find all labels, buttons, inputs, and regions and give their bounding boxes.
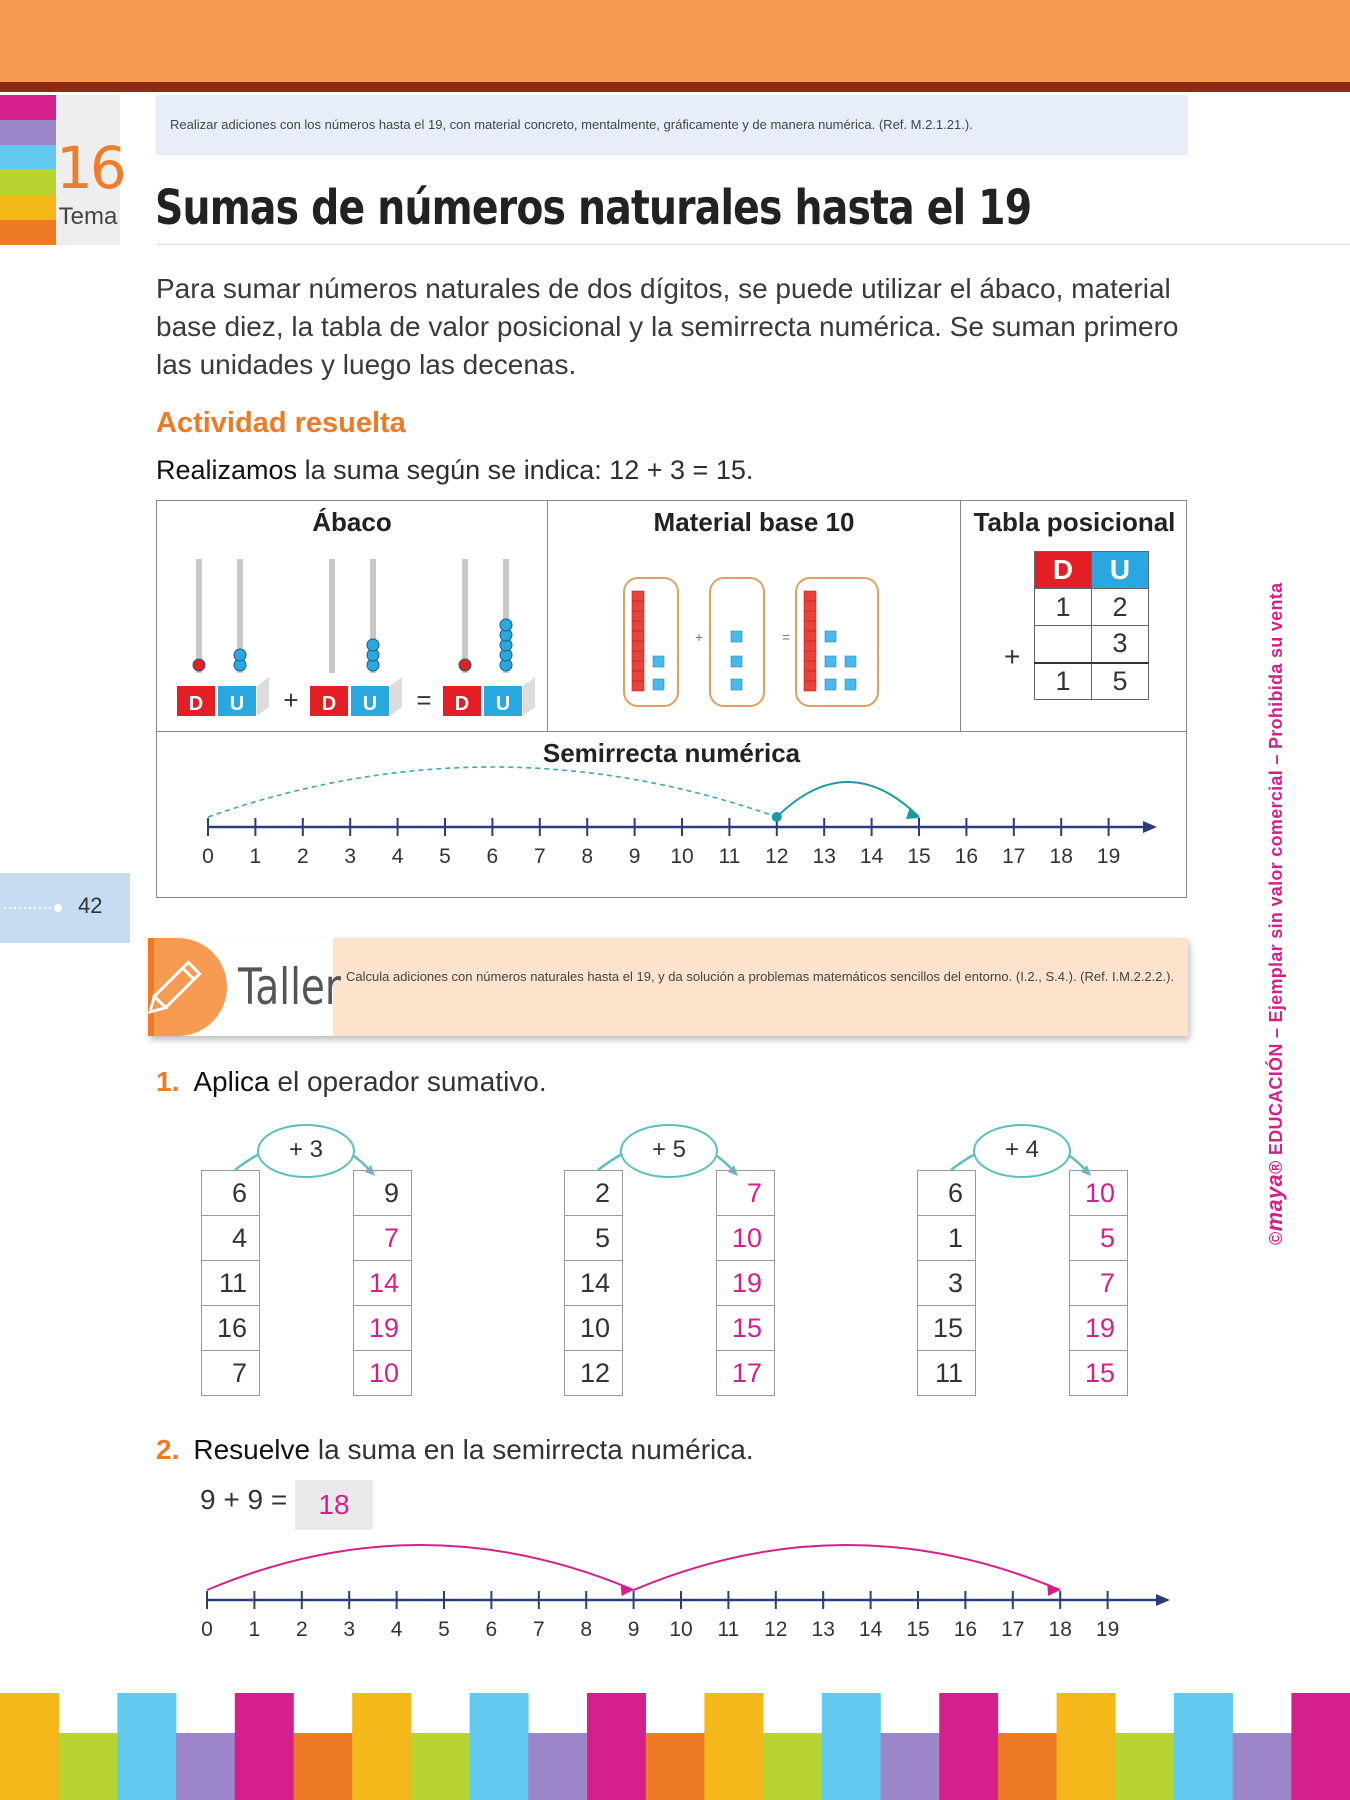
abacus-label: D [454, 693, 470, 715]
input-value: 1 [918, 1216, 976, 1261]
unit-cube [653, 656, 664, 667]
ten-rod-segment [632, 671, 644, 681]
taller-label-area [148, 938, 341, 1036]
number-line-label: 8 [581, 845, 594, 868]
number-line-label: 1 [248, 1618, 261, 1641]
number-line-exercise [0, 1530, 1200, 1660]
output-value: 19 [354, 1306, 412, 1351]
number-line-label: 10 [669, 1618, 693, 1641]
output-column [716, 1170, 775, 1396]
input-value: 5 [565, 1216, 623, 1261]
ten-rod-segment [804, 661, 816, 671]
unit-cube [731, 656, 742, 667]
abacus-rod [329, 559, 335, 673]
operator-oval: + 3 [257, 1124, 355, 1178]
abacus-bead [367, 639, 379, 651]
exercise-2-rest: la suma en la semirrecta numérica. [310, 1434, 754, 1465]
output-value: 7 [354, 1216, 412, 1261]
number-line-label: 18 [1049, 845, 1073, 868]
number-line-label: 18 [1048, 1618, 1072, 1641]
band-block [235, 1693, 294, 1800]
table-cell-value: 2 [1092, 589, 1149, 626]
number-line-label: 15 [907, 845, 931, 868]
output-value: 17 [717, 1351, 775, 1396]
number-line-label: 3 [344, 845, 357, 868]
ten-rod-segment [632, 681, 644, 691]
abacus-base-side [523, 677, 535, 716]
ten-rod-segment [632, 591, 644, 601]
number-line-label: 2 [295, 1618, 308, 1641]
output-value: 9 [354, 1171, 412, 1216]
band-block [1174, 1693, 1233, 1800]
input-column [564, 1170, 623, 1396]
output-value: 19 [1070, 1306, 1128, 1351]
copyright-text: ® EDUCACIÓN – Ejemplar sin valor comercial – Prohibida su venta [1266, 582, 1286, 1174]
unit-cube [653, 679, 664, 690]
number-line-label: 4 [391, 845, 404, 868]
band-block [763, 1733, 822, 1800]
solved-activity-box [156, 500, 1187, 898]
semirrecta-title: Semirrecta numérica [542, 738, 801, 768]
input-column [917, 1170, 976, 1396]
abacus-bead [234, 649, 246, 661]
positional-table [1034, 551, 1149, 700]
taller-description: Calcula adiciones con números naturales hasta el 19, y da solución a problemas matemáticos sencillos del entorno. (I.2., S.4.). (Ref. I.M.2.2.2.). [346, 969, 1175, 984]
copyright-notice [1262, 545, 1288, 1245]
dotted-leader [0, 873, 70, 943]
band-block [470, 1693, 529, 1800]
ten-rod-segment [632, 621, 644, 631]
unit-cube [845, 656, 856, 667]
ten-rod-segment [804, 641, 816, 651]
activity-rest: la suma según se indica: 12 + 3 = 15. [297, 455, 754, 485]
exercise-2-verb: Resuelve [193, 1434, 311, 1465]
ten-rod-segment [804, 591, 816, 601]
semirrecta-cell [157, 731, 1186, 897]
abacus-rod [462, 559, 468, 673]
band-block [1233, 1733, 1292, 1800]
number-line-label: 12 [764, 1618, 788, 1641]
abacus-rod [196, 559, 202, 673]
number-line-label: 7 [533, 845, 546, 868]
tema-badge [56, 95, 124, 245]
table-cell-value [1035, 626, 1092, 663]
number-line-label: 14 [858, 1618, 883, 1641]
table-title: Tabla posicional [973, 507, 1176, 537]
output-value: 10 [1070, 1171, 1128, 1216]
band-block [646, 1733, 705, 1800]
number-line-label: 7 [532, 1618, 545, 1641]
input-value: 14 [565, 1261, 623, 1306]
ten-rod-segment [632, 661, 644, 671]
table-plus-sign: + [1004, 641, 1021, 672]
jump-arc [634, 1545, 1061, 1590]
abacus-label: D [188, 693, 204, 715]
band-block [528, 1733, 587, 1800]
taller-word: Taller [238, 958, 341, 1016]
tema-label: Tema [58, 203, 118, 230]
exercise-1-number: 1. [156, 1066, 180, 1097]
abaco-cell [157, 501, 548, 731]
output-column [1069, 1170, 1128, 1396]
output-value: 19 [717, 1261, 775, 1306]
number-line-label: 11 [717, 1618, 740, 1641]
number-line-label: 8 [580, 1618, 593, 1641]
ten-rod-segment [804, 621, 816, 631]
number-line-arrowhead [1156, 1594, 1170, 1606]
number-line-label: 19 [1095, 1618, 1120, 1641]
number-line-label: 16 [953, 1618, 978, 1641]
base10-illustration [548, 501, 961, 731]
ten-rod-segment [632, 631, 644, 641]
number-line-label: 6 [485, 1618, 498, 1641]
input-value: 6 [202, 1171, 260, 1216]
abacus-label: D [321, 693, 337, 715]
band-block [0, 1693, 59, 1800]
output-value: 10 [717, 1216, 775, 1261]
abacus-label: U [362, 693, 378, 715]
band-block [822, 1693, 881, 1800]
table-cell-value: 1 [1035, 589, 1092, 626]
number-line-label: 2 [296, 845, 309, 868]
abacus-bead [459, 659, 471, 671]
band-block [1115, 1733, 1174, 1800]
table-cell-value: 3 [1092, 626, 1149, 663]
jump-arc [777, 782, 919, 817]
color-stripes [0, 95, 56, 245]
ten-rod-segment [632, 651, 644, 661]
band-block [59, 1733, 118, 1800]
number-line-label: 10 [670, 845, 694, 868]
abacus-label: U [229, 693, 245, 715]
jump-dashed-arc [208, 767, 777, 817]
number-line-label: 0 [202, 845, 214, 868]
abacus-operator: + [283, 685, 299, 715]
number-line-solved [157, 732, 1185, 898]
number-line-label: 17 [1001, 1618, 1025, 1641]
number-line-label: 11 [718, 845, 741, 868]
abacus-bead [193, 659, 205, 671]
band-block [704, 1693, 763, 1800]
base10-cell [548, 501, 961, 731]
output-value: 7 [717, 1171, 775, 1216]
input-value: 15 [918, 1306, 976, 1351]
number-line-label: 19 [1096, 845, 1121, 868]
abaco-illustration [157, 501, 548, 731]
number-line-label: 15 [906, 1618, 930, 1641]
operator-oval: + 5 [620, 1124, 718, 1178]
number-line-label: 16 [954, 845, 979, 868]
output-value: 15 [1070, 1351, 1128, 1396]
activity-verb: Realizamos [156, 455, 298, 485]
input-value: 6 [918, 1171, 976, 1216]
top-line [0, 82, 1350, 92]
unit-cube [825, 679, 836, 690]
exercise-2-title [156, 1434, 754, 1466]
intro-paragraph: Para sumar números naturales de dos dígitos, se puede utilizar el ábaco, material base diez, la tabla de valor posicional y la semirrecta numérica. Se suman primero las unidades y luego las decenas. [156, 273, 1179, 380]
units-header: U [1092, 552, 1149, 589]
operator-machine [201, 1124, 451, 1404]
ten-rod-segment [632, 641, 644, 651]
input-value: 12 [565, 1351, 623, 1396]
exercise-2-answer[interactable]: 18 [295, 1480, 373, 1530]
tema-number: 16 [56, 134, 124, 202]
copyright-symbol: © [1266, 1231, 1286, 1245]
tens-header: D [1035, 552, 1092, 589]
input-value: 10 [565, 1306, 623, 1351]
output-column [353, 1170, 412, 1396]
abacus-base-side [257, 677, 269, 716]
ten-rod-segment [804, 611, 816, 621]
table-cell-value: 1 [1035, 663, 1092, 700]
band-block [998, 1733, 1057, 1800]
exercise-1-title [156, 1066, 547, 1098]
number-line-label: 0 [201, 1618, 213, 1641]
number-line-label: 9 [628, 845, 641, 868]
unit-cube [845, 679, 856, 690]
output-value: 14 [354, 1261, 412, 1306]
unit-cube [731, 679, 742, 690]
band-block [939, 1693, 998, 1800]
ten-rod-segment [632, 601, 644, 611]
ten-rod-segment [804, 601, 816, 611]
band-block [881, 1733, 940, 1800]
operator-machine [917, 1124, 1167, 1404]
number-line-label: 9 [627, 1618, 640, 1641]
number-line-label: 5 [439, 845, 451, 868]
band-block [587, 1693, 646, 1800]
band-block [352, 1693, 411, 1800]
input-value: 7 [202, 1351, 260, 1396]
jump-arrowhead [1047, 1584, 1060, 1596]
output-value: 7 [1070, 1261, 1128, 1306]
input-value: 11 [918, 1351, 976, 1396]
unit-cube [731, 631, 742, 642]
abacus-operator: = [416, 685, 432, 715]
activity-title: Actividad resuelta [156, 407, 406, 439]
number-line-label: 1 [249, 845, 262, 868]
ten-rod-segment [632, 611, 644, 621]
input-value: 3 [918, 1261, 976, 1306]
band-block [176, 1733, 235, 1800]
number-line-label: 13 [812, 845, 836, 868]
input-value: 4 [202, 1216, 260, 1261]
number-line-label: 13 [811, 1618, 835, 1641]
input-value: 11 [202, 1261, 260, 1306]
table-cell-value: 5 [1092, 663, 1149, 700]
abacus-base-side [390, 677, 402, 716]
band-block [294, 1733, 353, 1800]
base10-plus: + [695, 629, 704, 645]
ten-rod-segment [804, 681, 816, 691]
band-block [117, 1693, 176, 1800]
pencil-icon [148, 938, 228, 1036]
jump-arrowhead [906, 807, 919, 819]
jump-arc [207, 1545, 634, 1590]
number-line-label: 6 [486, 845, 499, 868]
abaco-title: Ábaco [312, 507, 392, 537]
input-value: 2 [565, 1171, 623, 1216]
number-line-label: 14 [859, 845, 884, 868]
number-line-label: 4 [390, 1618, 403, 1641]
input-value: 16 [202, 1306, 260, 1351]
jump-arrowhead [621, 1584, 634, 1596]
taller-banner [148, 938, 1188, 1036]
input-column [201, 1170, 260, 1396]
number-line-label: 17 [1002, 845, 1026, 868]
unit-cube [825, 631, 836, 642]
base10-equals: = [782, 629, 791, 645]
number-line-label: 3 [343, 1618, 356, 1641]
top-band [0, 0, 1350, 82]
ten-rod-segment [804, 631, 816, 641]
abacus-bead [500, 619, 512, 631]
band-block [411, 1733, 470, 1800]
bottom-color-band [0, 1693, 1350, 1800]
band-block [1057, 1693, 1116, 1800]
title-rule [156, 244, 1350, 245]
number-line-label: 5 [438, 1618, 450, 1641]
page-number: 42 [78, 893, 103, 918]
publisher-logo: maya [1262, 1173, 1287, 1232]
exercise-1-verb: Aplica [193, 1066, 270, 1097]
ten-rod-segment [804, 651, 816, 661]
output-value: 10 [354, 1351, 412, 1396]
exercise-1-rest: el operador sumativo. [269, 1066, 547, 1097]
number-line-arrowhead [1143, 821, 1157, 833]
exercise-2-number: 2. [156, 1434, 180, 1465]
output-value: 5 [1070, 1216, 1128, 1261]
objective-banner: Realizar adiciones con los números hasta el 19, con material concreto, mentalmente, gráficamente y de manera numérica. (Ref. M.2.1.21.). [156, 95, 1188, 155]
ten-rod-segment [804, 671, 816, 681]
operator-machine [564, 1124, 814, 1404]
abacus-label: U [495, 693, 511, 715]
page-tab [0, 873, 130, 943]
output-value: 15 [717, 1306, 775, 1351]
exercise-2-equation: 9 + 9 = [200, 1484, 288, 1515]
number-line-label: 12 [765, 845, 789, 868]
operator-oval: + 4 [973, 1124, 1071, 1178]
unit-cube [825, 656, 836, 667]
page-title: Sumas de números naturales hasta el 19 [155, 180, 1032, 236]
base10-title: Material base 10 [653, 507, 855, 537]
activity-instruction [156, 455, 753, 486]
band-block [1291, 1693, 1350, 1800]
